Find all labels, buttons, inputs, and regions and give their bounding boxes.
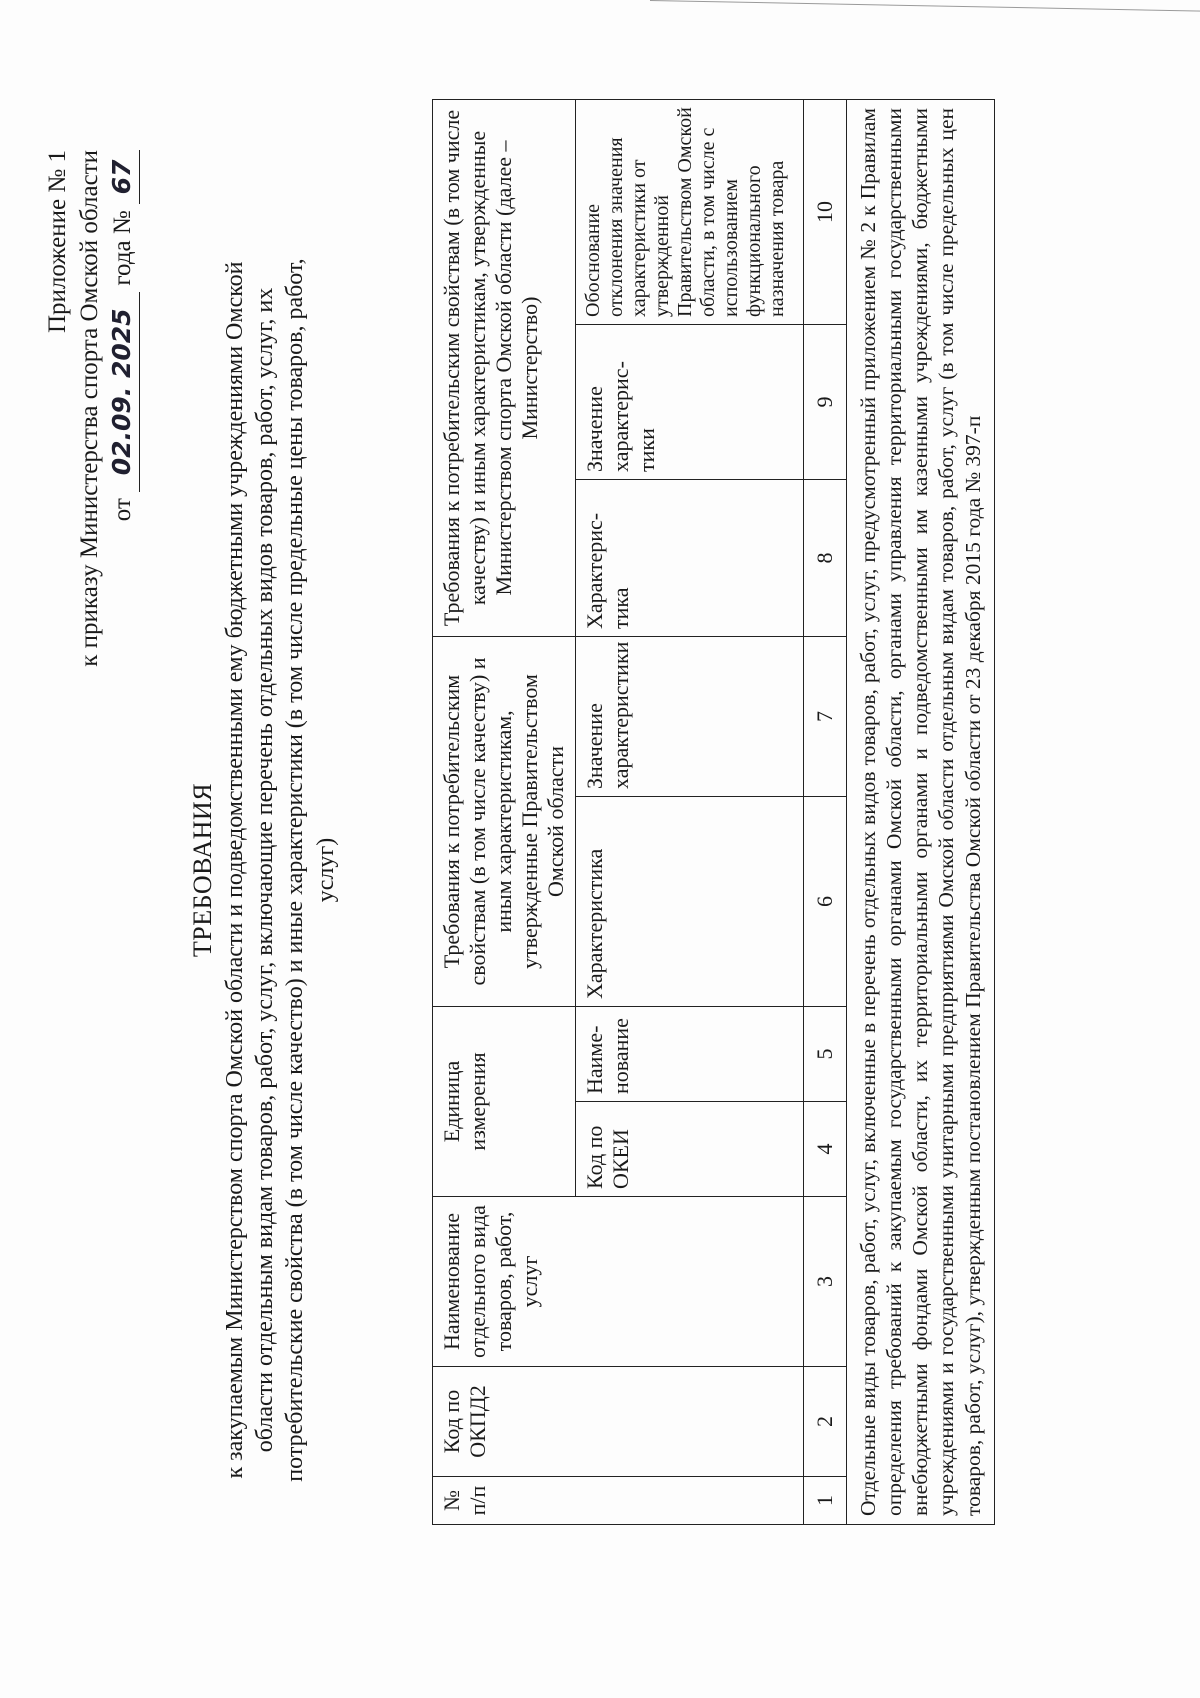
handwritten-date: 02.09. 2025 [107, 308, 136, 476]
column-number-row [803, 99, 846, 1524]
appendix-number: Приложение № 1 [44, 150, 71, 334]
table-header-row-1 [433, 99, 576, 1524]
document-title-block [188, 240, 341, 1500]
column-number: 5 [803, 1006, 846, 1101]
column-number: 6 [803, 796, 846, 1006]
year-number-label: года № [109, 210, 136, 286]
column-number: 10 [803, 99, 846, 324]
appendix-header [42, 150, 140, 790]
table-note: Отдельные виды товаров, работ, услуг, включенные в перечень отдельных видов товаров, работ, услуг, предусмотренный приложением № 2 к Правилам определения требований к закупаемым государственными органами Омской области, органами управления территориальными государственными внебюджетными фондами Омской области, их территориальными органами и подведомственными им казенными учреждениями, бюджетными учреждениями и государственными унитарными предприятиями Омской области отдельным видам товаров, работ, услуг (в том числе предельных цен товаров, работ, услуг), утвержденным постановлением Правительства Омской области от 23 декабря 2015 года № 397-п [846, 99, 994, 1524]
subheader-deviation-justification: Обоснование отклонения значения характеристики от утвержденной Правительством Омской области, в том числе с использованием функционального назначения товара [575, 99, 803, 324]
handwritten-date-field [106, 292, 140, 492]
order-reference: к приказу Министерства спорта Омской области [76, 150, 103, 667]
table-note-row [846, 99, 994, 1524]
column-number: 4 [803, 1102, 846, 1197]
handwritten-number: 67 [107, 159, 136, 195]
order-date-line [106, 150, 140, 790]
subheader-min-value: Значение характерис-тики [575, 324, 803, 479]
header-cell-government-requirements: Требования к потребительским свойствам (в том числе качеству) и иным характеристикам, утвержденные Правительством Омской области [433, 636, 576, 1006]
column-number: 2 [803, 1367, 846, 1477]
column-number: 8 [803, 479, 846, 636]
column-number: 3 [803, 1197, 846, 1367]
subheader-gov-value: Значение характеристики [575, 636, 803, 796]
document-title: ТРЕБОВАНИЯ [188, 782, 217, 958]
subheader-min-characteristic: Характерис-тика [575, 479, 803, 636]
column-number: 7 [803, 636, 846, 796]
scan-edge-line [650, 0, 1200, 12]
requirements-table [432, 99, 995, 1525]
handwritten-number-field [106, 150, 140, 204]
subheader-unit-name: Наиме-нование [575, 1006, 803, 1101]
column-number: 1 [803, 1477, 846, 1525]
document-subtitle: к закупаемым Министерством спорта Омской области и подведомственными ему бюджетными учреждениями Омской области отдельным видам товаров, работ, услуг, включающие перечень отдельных видов товаров, работ, услуг, их потребительские свойства (в том числе качество) и иные характеристики (в том числе предельные цены товаров, работ, услуг) [222, 258, 339, 1482]
requirements-table-wrapper [432, 100, 995, 1525]
header-cell-number: № п/п [433, 1477, 804, 1525]
rotated-page-content [42, 80, 1142, 1650]
date-prefix: от [109, 498, 136, 522]
header-cell-ministry-requirements: Требования к потребительским свойствам (в том числе качеству) и иным характеристикам, утвержденные Министерством спорта Омской области (далее – Министерство) [433, 99, 576, 636]
subheader-gov-characteristic: Характеристика [575, 796, 803, 1006]
column-number: 9 [803, 324, 846, 479]
header-cell-item-name: Наименование отдельного вида товаров, работ, услуг [433, 1197, 804, 1367]
header-cell-okpd2: Код по ОКПД2 [433, 1367, 804, 1477]
subheader-okei-code: Код по ОКЕИ [575, 1102, 803, 1197]
header-cell-unit: Единица измерения [433, 1006, 576, 1196]
